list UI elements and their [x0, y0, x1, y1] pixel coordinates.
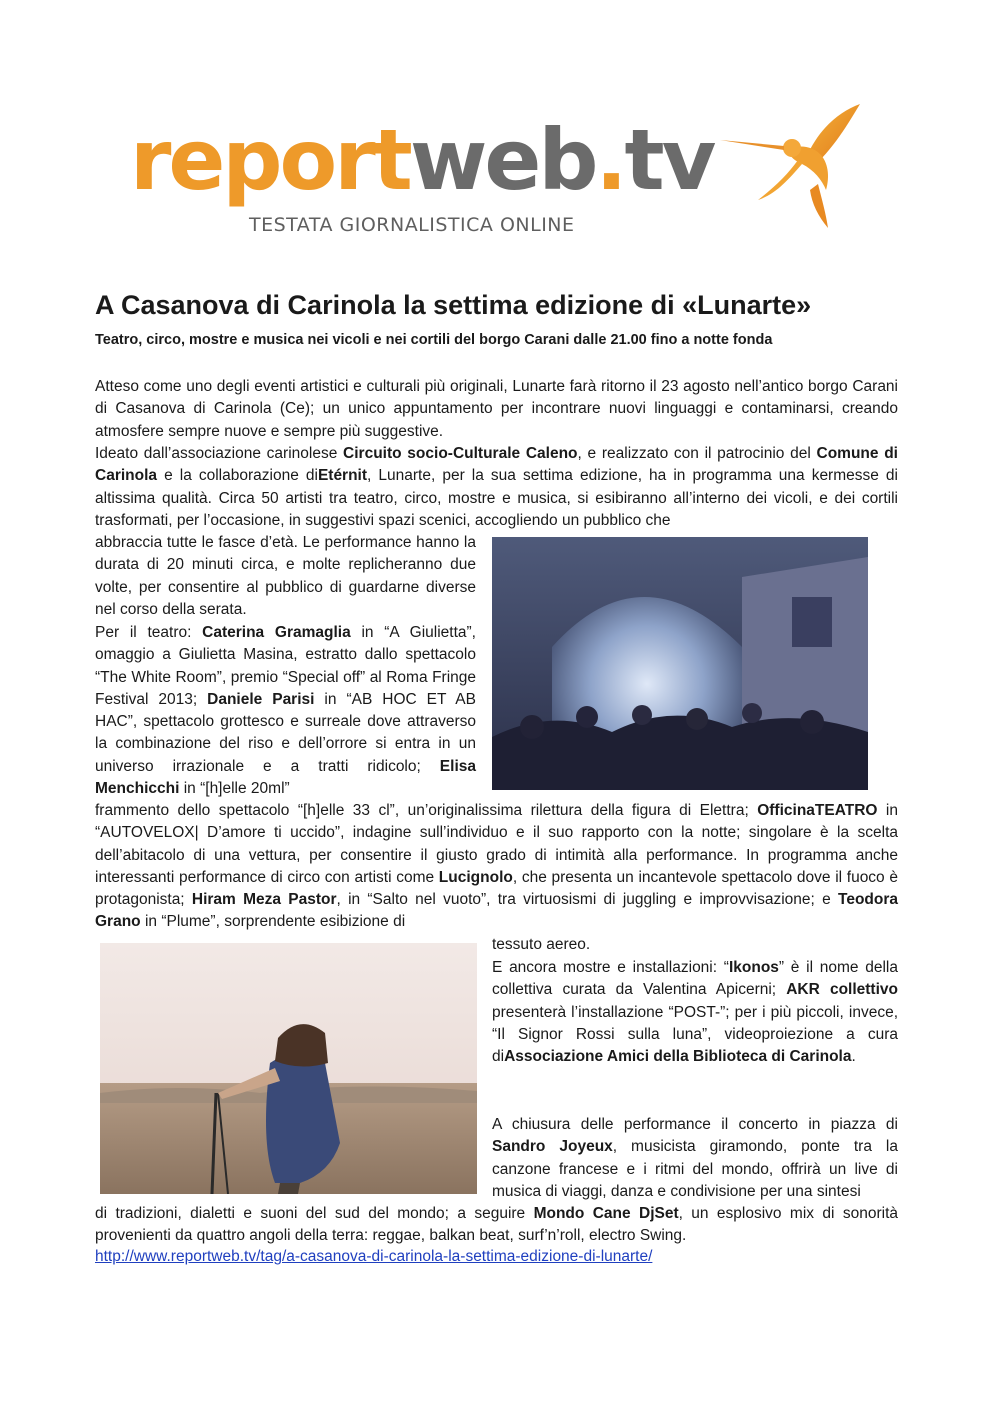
source-link[interactable]: http://www.reportweb.tv/tag/a-casanova-di-carinola-la-settima-edizione-di-lunarte/	[95, 1248, 653, 1265]
masthead-logo	[118, 100, 878, 250]
logo-tagline: TESTATA GIORNALISTICA ONLINE	[249, 214, 575, 236]
hummingbird-icon	[718, 100, 878, 230]
paragraph-djset: di tradizioni, dialetti e suoni del sud del mondo; a seguire Mondo Cane DjSet, un esplosivo mix di sonorità provenienti da quattro angoli della terra: reggae, balkan beat, surf’n’roll, electro Swing.	[95, 1205, 898, 1245]
article-title: A Casanova di Carinola la settima edizione di «Lunarte»	[95, 290, 812, 320]
paragraph-aerial-silk: tessuto aereo.	[492, 936, 591, 953]
paragraph-concert: A chiusura delle performance il concerto in piazza di Sandro Joyeux, musicista giramondo, ponte tra la canzone francese e i ritmi del mondo, offrirà un live di musica di viaggi, danza e condivisione per una sintesi	[492, 1116, 898, 1200]
paragraph-performance-duration: abbraccia tutte le fasce d’età. Le performance hanno la durata di 20 minuti circa, e molte replicheranno due volte, per consentire al pubblico di guardarne diverse nel corso della serata.	[95, 534, 476, 618]
paragraph-circus: frammento dello spettacolo “[h]elle 33 cl”, un’originalissima rilettura della figura di Elettra; OfficinaTEATRO in “AUTOVELOX| D’amore ti uccido”, indagine sull’individuo e il suo rapporto con la notte; singolare è la scelta dell’abitacolo di una vettura, per consentire il giusto grado di intimità alla performance. In programma anche interessanti performance di circo con artisti come Lucignolo, che presenta un incantevole spettacolo dove il fuoco è protagonista; Hiram Meza Pastor, in “Salto nel vuoto”, tra virtuosismi di juggling e improvvisazione; e Teodora Grano in “Plume”, sorprendente esibizione di	[95, 802, 898, 931]
paragraph-organizers: Ideato dall’associazione carinolese Circuito socio-Culturale Caleno, e realizzato con il patrocinio del Comune di Carinola e la collaborazione diEtérnit, Lunarte, per la sua settima edizione, ha in programma una kermesse di altissima qualità. Circa 50 artisti tra teatro, circo, mostre e musica, si esibiranno all’interno dei vicoli, e dei cortili trasformati, per l’occasione, in suggestivi spazi scenici, accogliendo un pubblico che	[95, 445, 898, 529]
article-subtitle: Teatro, circo, mostre e musica nei vicoli e nei cortili del borgo Carani dalle 21.00 fino a notte fonda	[95, 332, 773, 348]
performer-field-photo	[100, 943, 477, 1194]
paragraph-intro: Atteso come uno degli eventi artistici e culturali più originali, Lunarte farà ritorno il 23 agosto nell’antico borgo Carani di Casanova di Carinola (Ce); un unico appuntamento per incontrare nuovi linguaggi e contaminarsi, creando atmosfere sempre nuove e sempre più suggestive.	[95, 378, 898, 440]
event-crowd-photo	[492, 537, 868, 790]
paragraph-exhibitions: E ancora mostre e installazioni: “Ikonos” è il nome della collettiva curata da Valentina Apicerni; AKR collettivo presenterà l’installazione “POST-”; per i più piccoli, invece, “Il Signor Rossi sulla luna”, videoproiezione a cura diAssociazione Amici della Biblioteca di Carinola.	[492, 959, 898, 1066]
logo-wordmark: reportweb.tv	[130, 111, 714, 209]
paragraph-theatre: Per il teatro: Caterina Gramaglia in “A Giulietta”, omaggio a Giulietta Masina, estratto dallo spettacolo “The White Room”, premio “Special off” al Roma Fringe Festival 2013; Daniele Parisi in “AB HOC ET AB HAC”, spettacolo grottesco e surreale dove attraverso la combinazione del riso e dell’orrore si entra in un universo irrazionale e a tratti ridicolo; Elisa Menchicchi in “[h]elle 20ml”	[95, 624, 476, 798]
